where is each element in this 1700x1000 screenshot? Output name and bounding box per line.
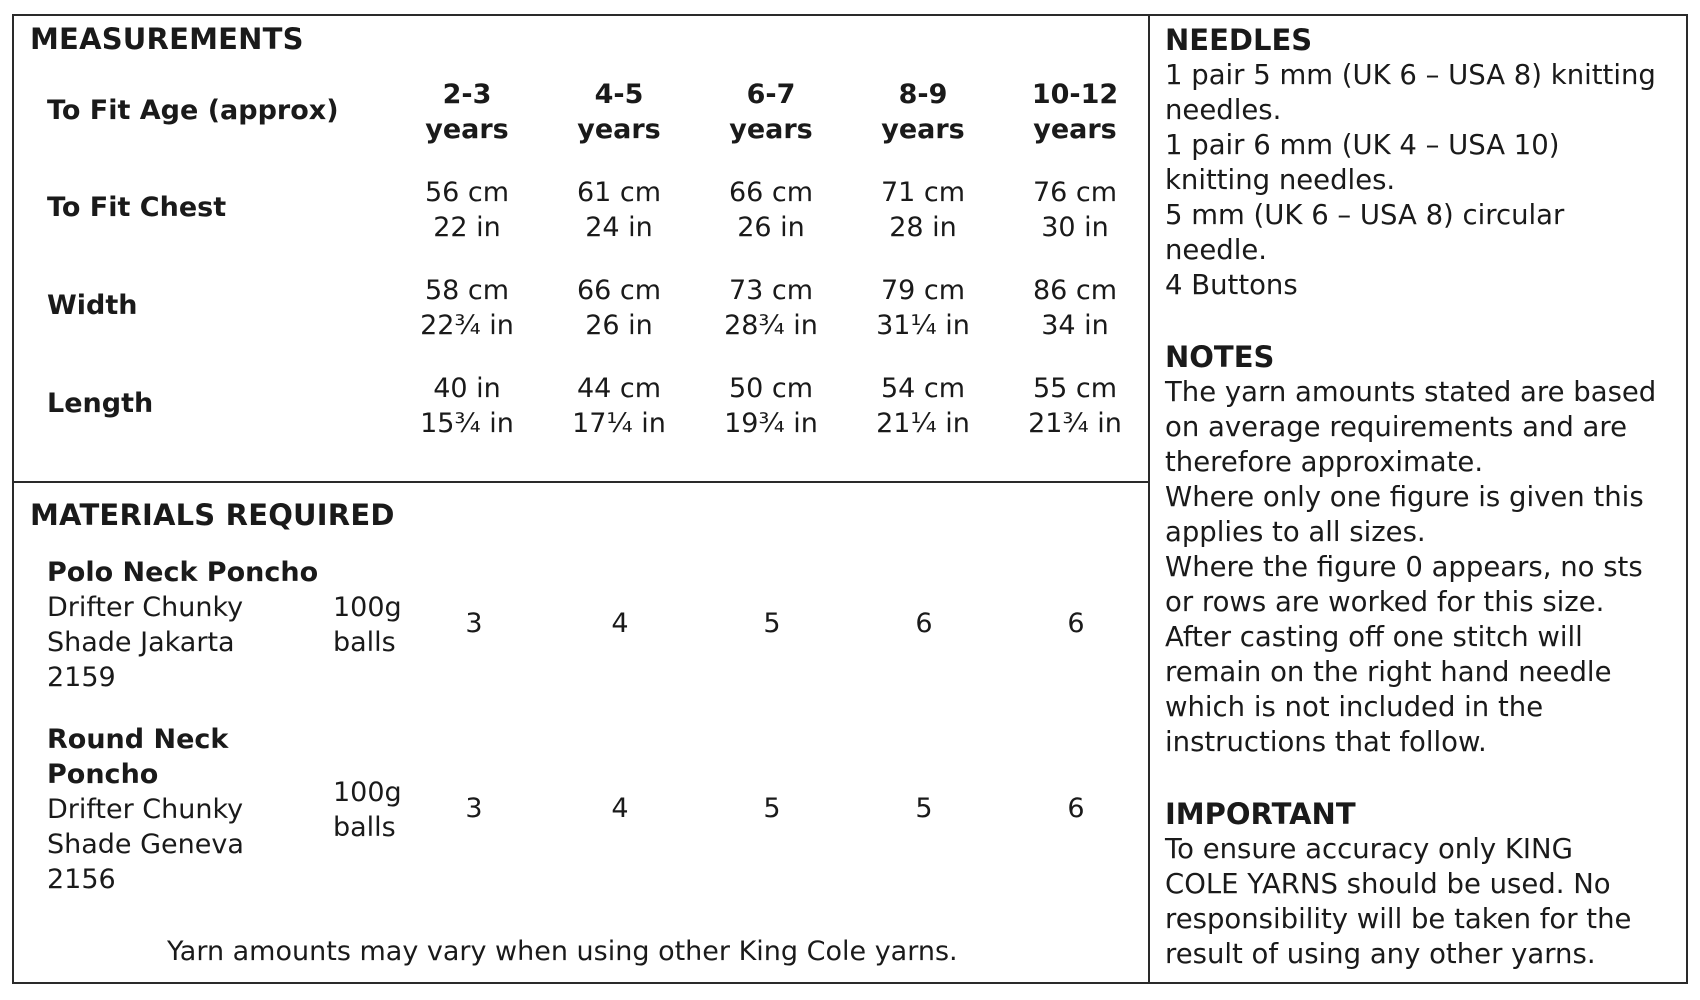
ball-count: 3 [465, 608, 483, 639]
measurement-cell [1000, 273, 1150, 343]
imperial-value: 19¾ in [724, 408, 818, 439]
metric-value: 56 cm [424, 177, 510, 208]
metric-value: 61 cm [576, 177, 662, 208]
measurement-cell [392, 273, 542, 343]
unit-line: 100g [333, 592, 402, 623]
ball-count: 4 [611, 608, 629, 639]
notes-line: instructions that follow. [1165, 726, 1487, 758]
measurement-cell [392, 175, 542, 245]
material-desc: Shade Jakarta [47, 627, 235, 658]
ball-count: 6 [1067, 792, 1085, 824]
size-header [1000, 77, 1150, 147]
measurement-label: Width [47, 290, 138, 321]
materials-heading: MATERIALS REQUIRED [30, 498, 395, 532]
material-title: Round Neck [47, 724, 229, 755]
imperial-value: 34 in [1041, 310, 1109, 341]
unit-line: balls [333, 627, 396, 658]
metric-value: 44 cm [576, 373, 662, 404]
measurement-cell [696, 371, 846, 441]
material-title: Poncho [47, 759, 159, 790]
needles-line: knitting needles. [1165, 164, 1396, 196]
metric-value: 58 cm [424, 275, 510, 306]
important-line: result of using any other yarns. [1165, 938, 1596, 970]
size-unit: years [577, 114, 661, 145]
size-range: 6-7 [746, 79, 796, 110]
imperial-value: 22¾ in [420, 310, 514, 341]
notes-section [1165, 339, 1685, 760]
measurements-heading: MEASUREMENTS [30, 22, 304, 56]
metric-value: 73 cm [728, 275, 814, 306]
metric-value: 66 cm [728, 177, 814, 208]
ball-count: 6 [915, 608, 933, 639]
ball-count: 5 [763, 792, 781, 824]
needles-line: 5 mm (UK 6 – USA 8) circular [1165, 199, 1565, 231]
important-section [1165, 796, 1685, 972]
imperial-value: 24 in [585, 212, 653, 243]
size-range: 4-5 [594, 79, 644, 110]
metric-value: 54 cm [880, 373, 966, 404]
imperial-value: 21¾ in [1028, 408, 1122, 439]
section-divider [12, 481, 1150, 483]
ball-count: 5 [915, 792, 933, 824]
ball-count: 4 [611, 792, 629, 824]
metric-value: 66 cm [576, 275, 662, 306]
material-desc: Shade Geneva [47, 829, 244, 860]
size-unit: years [425, 114, 509, 145]
needles-line: needles. [1165, 94, 1282, 126]
unit-line: balls [333, 811, 396, 843]
important-line: To ensure accuracy only KING [1165, 833, 1573, 865]
measurement-cell [1000, 175, 1150, 245]
notes-line: therefore approximate. [1165, 446, 1484, 478]
imperial-value: 22 in [433, 212, 501, 243]
size-range: 10-12 [1031, 79, 1119, 110]
notes-line: which is not included in the [1165, 691, 1544, 723]
notes-text [1165, 375, 1685, 760]
size-range: 8-9 [898, 79, 948, 110]
ball-count: 3 [465, 792, 483, 824]
ball-count: 5 [763, 608, 781, 639]
column-divider [1148, 14, 1150, 984]
measurement-cell [848, 273, 998, 343]
material-title: Polo Neck Poncho [47, 557, 319, 588]
metric-value: 55 cm [1032, 373, 1118, 404]
notes-line: applies to all sizes. [1165, 516, 1426, 548]
notes-line: or rows are worked for this size. [1165, 586, 1605, 618]
size-header [392, 77, 542, 147]
material-unit [333, 775, 402, 845]
measurement-cell [544, 371, 694, 441]
needles-section [1165, 22, 1685, 303]
material-item [47, 555, 327, 695]
measurement-cell [392, 371, 542, 441]
imperial-value: 21¼ in [876, 408, 970, 439]
notes-line: on average requirements and are [1165, 411, 1628, 443]
size-unit: years [729, 114, 813, 145]
important-heading: IMPORTANT [1165, 797, 1356, 831]
metric-value: 40 in [433, 373, 501, 404]
needles-line: 1 pair 6 mm (UK 4 – USA 10) [1165, 129, 1560, 161]
unit-line: 100g [333, 776, 402, 808]
size-header [696, 77, 846, 147]
measurement-cell [848, 371, 998, 441]
imperial-value: 26 in [737, 212, 805, 243]
measurement-label: Length [47, 388, 154, 419]
measurement-cell [544, 175, 694, 245]
notes-line: After casting off one stitch will [1165, 621, 1583, 653]
important-line: responsibility will be taken for the [1165, 903, 1632, 935]
metric-value: 71 cm [880, 177, 966, 208]
metric-value: 86 cm [1032, 275, 1118, 306]
metric-value: 76 cm [1032, 177, 1118, 208]
needles-heading: NEEDLES [1165, 23, 1313, 57]
material-desc: Drifter Chunky [47, 592, 244, 623]
notes-line: The yarn amounts stated are based [1165, 376, 1657, 408]
material-desc: 2159 [47, 662, 116, 693]
metric-value: 79 cm [880, 275, 966, 306]
measurement-cell [848, 175, 998, 245]
material-desc: Drifter Chunky [47, 794, 244, 825]
material-desc: 2156 [47, 864, 116, 895]
material-item [47, 722, 327, 897]
imperial-value: 26 in [585, 310, 653, 341]
needles-line: 4 Buttons [1165, 269, 1298, 301]
material-unit [333, 590, 402, 660]
imperial-value: 28 in [889, 212, 957, 243]
imperial-value: 28¾ in [724, 310, 818, 341]
size-unit: years [881, 114, 965, 145]
imperial-value: 17¼ in [572, 408, 666, 439]
measurement-label: To Fit Chest [47, 192, 227, 223]
needles-list [1165, 58, 1685, 303]
imperial-value: 31¼ in [876, 310, 970, 341]
size-unit: years [1033, 114, 1117, 145]
metric-value: 50 cm [728, 373, 814, 404]
notes-heading: NOTES [1165, 340, 1275, 374]
important-text [1165, 832, 1685, 972]
important-line: COLE YARNS should be used. No [1165, 868, 1611, 900]
age-label: To Fit Age (approx) [47, 95, 339, 126]
size-header [544, 77, 694, 147]
yarn-footnote: Yarn amounts may vary when using other King Cole yarns. [167, 936, 958, 967]
measurement-cell [1000, 371, 1150, 441]
notes-line: Where the figure 0 appears, no sts [1165, 551, 1643, 583]
measurement-cell [696, 273, 846, 343]
imperial-value: 30 in [1041, 212, 1109, 243]
needles-line: 1 pair 5 mm (UK 6 – USA 8) knitting [1165, 59, 1656, 91]
ball-count: 6 [1067, 608, 1085, 639]
notes-line: remain on the right hand needle [1165, 656, 1612, 688]
imperial-value: 15¾ in [420, 408, 514, 439]
size-range: 2-3 [442, 79, 492, 110]
needles-line: needle. [1165, 234, 1268, 266]
measurement-cell [544, 273, 694, 343]
notes-line: Where only one figure is given this [1165, 481, 1644, 513]
size-header [848, 77, 998, 147]
measurement-cell [696, 175, 846, 245]
